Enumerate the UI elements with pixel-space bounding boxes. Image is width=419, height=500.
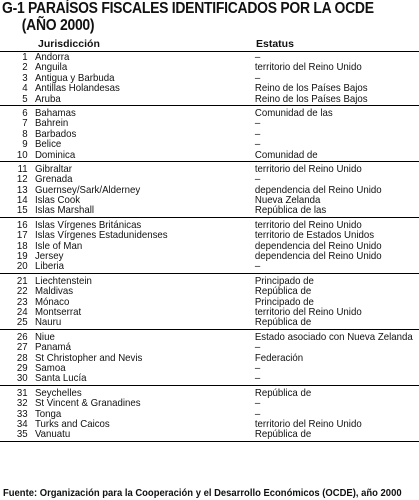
jurisdiction-status: –: [254, 407, 261, 420]
jurisdiction-name: Montserrat: [34, 305, 82, 318]
jurisdiction-name: Dominica: [34, 148, 76, 161]
row-number: 3: [22, 71, 28, 84]
jurisdiction-status: Reino de los Países Bajos: [254, 92, 368, 105]
jurisdiction-name: Seychelles: [34, 386, 82, 399]
jurisdiction-name: Bahamas: [34, 106, 76, 119]
jurisdiction-name: Turks and Caicos: [34, 417, 110, 430]
jurisdiction-name: Anguila: [34, 61, 68, 74]
jurisdiction-name: Jersey: [34, 250, 64, 263]
jurisdiction-status: territorio del Reino Unido: [254, 417, 362, 430]
jurisdiction-status: Nueva Zelanda: [254, 194, 321, 207]
jurisdiction-name: Aruba: [34, 92, 61, 105]
jurisdiction-name: Islas Vírgenes Estadunidenses: [34, 229, 168, 242]
row-number: 23: [16, 295, 28, 308]
row-group: [0, 332, 419, 386]
jurisdiction-name: Tonga: [34, 407, 62, 420]
jurisdiction-status: dependencia del Reino Unido: [254, 239, 382, 252]
table-row: [0, 261, 385, 271]
jurisdiction-name: Isle of Man: [34, 239, 83, 252]
row-number: 13: [16, 183, 28, 196]
row-number: 33: [16, 407, 28, 420]
row-group: [0, 164, 419, 218]
jurisdiction-name: Liberia: [34, 260, 64, 273]
jurisdiction-status: territorio del Reino Unido: [254, 305, 362, 318]
jurisdiction-status: –: [254, 372, 261, 385]
jurisdiction-status: –: [254, 138, 261, 151]
jurisdiction-status: –: [254, 127, 261, 140]
jurisdiction-status: Reino de los Países Bajos: [254, 82, 368, 95]
column-header-jurisdiccion: Jurisdicción: [38, 38, 100, 50]
jurisdiction-name: Liechtenstein: [34, 274, 92, 287]
jurisdiction-name: Islas Marshall: [34, 204, 95, 217]
jurisdiction-name: Andorra: [34, 51, 70, 63]
jurisdiction-status: Comunidad de: [254, 148, 318, 161]
jurisdiction-name: Samoa: [34, 361, 66, 374]
jurisdiction-status: –: [254, 397, 261, 410]
row-number: 21: [16, 274, 28, 287]
row-number: 34: [16, 417, 28, 430]
jurisdiction-status: –: [254, 117, 261, 130]
jurisdiction-status: –: [254, 341, 261, 354]
jurisdiction-name: Antigua y Barbuda: [34, 71, 115, 84]
row-group: [0, 388, 419, 442]
jurisdiction-name: Panamá: [34, 341, 71, 354]
row-number: 8: [22, 127, 28, 140]
row-number: 35: [16, 428, 28, 441]
row-number: 1: [22, 51, 28, 63]
row-group: [0, 52, 419, 106]
row-number: 17: [16, 229, 28, 242]
jurisdiction-name: Grenada: [34, 173, 73, 186]
jurisdiction-status: Comunidad de las: [254, 106, 333, 119]
row-number: 31: [16, 386, 28, 399]
table-header: [0, 37, 419, 52]
jurisdiction-status: Estado asociado con Nueva Zelanda: [254, 330, 413, 343]
jurisdiction-status: –: [254, 260, 261, 273]
jurisdiction-name: Santa Lucía: [34, 372, 87, 385]
jurisdiction-name: Niue: [34, 330, 55, 343]
table-row: [0, 94, 385, 104]
row-number: 32: [16, 397, 28, 410]
row-group: [0, 276, 419, 330]
jurisdiction-status: –: [254, 173, 261, 186]
jurisdiction-name: Guernsey/Sark/Alderney: [34, 183, 141, 196]
title-line-1: G-1 PARAÍSOS FISCALES IDENTIFICADOS POR LA OCDE: [2, 0, 374, 17]
jurisdiction-status: territorio de Estados Unidos: [254, 229, 375, 242]
jurisdiction-status: República de: [254, 386, 312, 399]
row-number: 22: [16, 285, 28, 298]
jurisdiction-status: Principado de: [254, 295, 314, 308]
jurisdiction-name: Islas Vírgenes Británicas: [34, 218, 142, 231]
row-number: 2: [22, 61, 28, 74]
source-footnote: Fuente: Organización para la Cooperación y el Desarrollo Económicos (OCDE), año 2000: [3, 487, 402, 499]
table-row: [0, 150, 385, 160]
row-number: 30: [16, 372, 28, 385]
page-title: [2, 0, 376, 34]
jurisdiction-name: Vanuatu: [34, 428, 71, 441]
jurisdiction-status: dependencia del Reino Unido: [254, 183, 382, 196]
row-number: 6: [22, 106, 28, 119]
jurisdiction-name: Maldivas: [34, 285, 74, 298]
row-number: 26: [16, 330, 28, 343]
row-number: 24: [16, 305, 28, 318]
table-row: [0, 373, 385, 383]
row-number: 15: [16, 204, 28, 217]
jurisdiction-status: Federación: [254, 351, 304, 364]
row-number: 4: [22, 82, 28, 95]
jurisdictions-table: [0, 52, 419, 444]
jurisdiction-status: República de: [254, 428, 312, 441]
jurisdiction-name: Bahrein: [34, 117, 69, 130]
jurisdiction-status: –: [254, 361, 261, 374]
row-group: [0, 220, 419, 274]
row-number: 7: [22, 117, 28, 130]
jurisdiction-name: Antillas Holandesas: [34, 82, 120, 95]
table-row: [0, 317, 385, 327]
row-number: 28: [16, 351, 28, 364]
row-number: 12: [16, 173, 28, 186]
jurisdiction-status: República de: [254, 316, 312, 329]
jurisdiction-name: St Christopher and Nevis: [34, 351, 143, 364]
jurisdiction-name: Mónaco: [34, 295, 70, 308]
jurisdiction-status: territorio del Reino Unido: [254, 162, 362, 175]
column-header-estatus: Estatus: [256, 38, 294, 50]
row-number: 16: [16, 218, 28, 231]
jurisdiction-name: Nauru: [34, 316, 62, 329]
row-number: 10: [16, 148, 28, 161]
row-number: 9: [22, 138, 28, 151]
jurisdiction-status: Principado de: [254, 274, 314, 287]
jurisdiction-status: dependencia del Reino Unido: [254, 250, 382, 263]
jurisdiction-status: –: [254, 51, 261, 63]
jurisdiction-status: República de las: [254, 204, 327, 217]
jurisdiction-name: Islas Cook: [34, 194, 81, 207]
jurisdiction-status: territorio del Reino Unido: [254, 218, 362, 231]
row-number: 27: [16, 341, 28, 354]
title-line-2: (AÑO 2000): [21, 17, 95, 34]
table-row: [0, 429, 385, 439]
row-number: 14: [16, 194, 28, 207]
row-number: 18: [16, 239, 28, 252]
table-row: [0, 205, 385, 215]
row-number: 5: [22, 92, 28, 105]
jurisdiction-name: Gibraltar: [34, 162, 73, 175]
row-number: 11: [17, 162, 28, 175]
row-number: 20: [16, 260, 28, 273]
jurisdiction-status: República de: [254, 285, 312, 298]
row-number: 29: [16, 361, 28, 374]
jurisdiction-name: Barbados: [34, 127, 77, 140]
jurisdiction-name: Belice: [34, 138, 62, 151]
jurisdiction-status: territorio del Reino Unido: [254, 61, 362, 74]
row-number: 25: [16, 316, 28, 329]
row-group: [0, 108, 419, 162]
jurisdiction-status: –: [254, 71, 261, 84]
row-number: 19: [16, 250, 28, 263]
jurisdiction-name: St Vincent & Granadines: [34, 397, 141, 410]
